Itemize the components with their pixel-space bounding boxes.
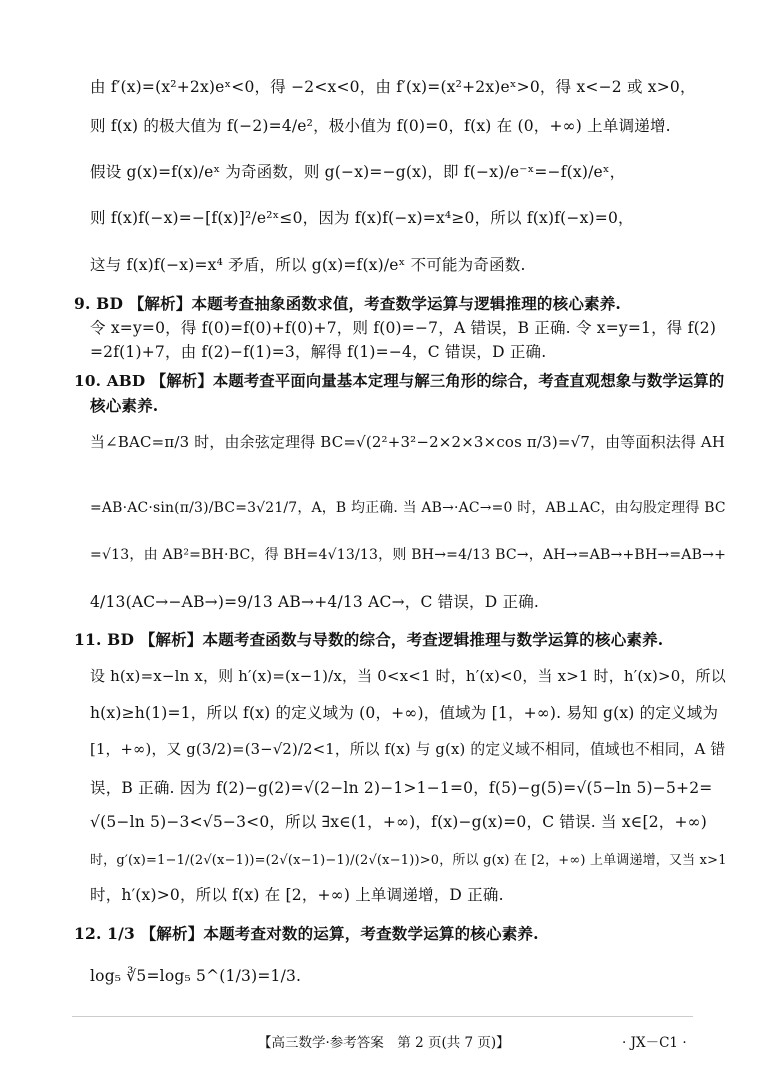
text-line: log₅ ∛5=log₅ 5^(1/3)=1/3. xyxy=(90,967,302,985)
text-line: 这与 f(x)f(−x)=x⁴ 矛盾，所以 g(x)=f(x)/eˣ 不可能为奇函数. xyxy=(90,256,526,274)
text-line: √(5−ln 5)−3<√5−3<0，所以 ∃x∈(1，+∞)，f(x)−g(x)=0，C 错误. 当 x∈[2，+∞) xyxy=(90,813,708,831)
text-line: 则 f(x)f(−x)=−[f(x)]²/e²ˣ≤0，因为 f(x)f(−x)=x⁴≥0，所以 f(x)f(−x)=0， xyxy=(90,209,634,227)
text-line: 时，g′(x)=1−1/(2√(x−1))=(2√(x−1)−1)/(2√(x−1))>0，所以 g(x) 在 [2，+∞) 上单调递增，又当 x>1 xyxy=(90,853,727,868)
text-line: 4/13(AC→−AB→)=9/13 AB→+4/13 AC→，C 错误，D 正确. xyxy=(90,593,540,611)
problem-10-heading: 10. ABD 【解析】本题考查平面向量基本定理与解三角形的综合，考查直观想象与数学运算的 xyxy=(74,372,725,390)
text-line: 则 f(x) 的极大值为 f(−2)=4/e²，极小值为 f(0)=0，f(x) 在 (0，+∞) 上单调递增. xyxy=(90,117,671,135)
text-line: =2f(1)+7，由 f(2)−f(1)=3，解得 f(1)=−4，C 错误，D 正确. xyxy=(90,343,547,361)
footer-code: · JX－C1 · xyxy=(622,1035,687,1051)
problem-12-heading: 12. 1/3 【解析】本题考查对数的运算，考查数学运算的核心素养. xyxy=(74,924,539,943)
text-line: 当∠BAC=π/3 时，由余弦定理得 BC=√(2²+3²−2×2×3×cos π/3)=√7，由等面积法得 AH xyxy=(90,433,726,451)
footer-page-info: 【高三数学·参考答案 第 2 页(共 7 页)】 xyxy=(258,1035,510,1051)
text-line: 设 h(x)=x−ln x，则 h′(x)=(x−1)/x，当 0<x<1 时，h′(x)<0，当 x>1 时，h′(x)>0，所以 xyxy=(90,667,726,685)
problem-9-heading: 9. BD 【解析】本题考查抽象函数求值，考查数学运算与逻辑推理的核心素养. xyxy=(74,294,622,313)
text-line: =AB·AC·sin(π/3)/BC=3√21/7，A，B 均正确. 当 AB→·AC→=0 时，AB⊥AC，由勾股定理得 BC xyxy=(90,500,726,516)
text-line: 假设 g(x)=f(x)/eˣ 为奇函数，则 g(−x)=−g(x)，即 f(−x)/e⁻ˣ=−f(x)/eˣ， xyxy=(90,163,626,181)
text-line: [1，+∞)，又 g(3/2)=(3−√2)/2<1，所以 f(x) 与 g(x) 的定义域不相同，值域也不相同，A 错 xyxy=(90,741,726,758)
text-line: 误，B 正确. 因为 f(2)−g(2)=√(2−ln 2)−1>1−1=0，f(5)−g(5)=√(5−ln 5)−5+2= xyxy=(90,779,713,797)
footer-divider xyxy=(72,1016,693,1017)
text-line: 时，h′(x)>0，所以 f(x) 在 [2，+∞) 上单调递增，D 正确. xyxy=(90,886,504,904)
text-line: 令 x=y=0，得 f(0)=f(0)+f(0)+7，则 f(0)=−7，A 错误，B 正确. 令 x=y=1，得 f(2) xyxy=(90,319,717,337)
text-line: h(x)≥h(1)=1，所以 f(x) 的定义域为 (0，+∞)，值域为 [1，+∞). 易知 g(x) 的定义域为 xyxy=(90,704,719,722)
text-line: =√13，由 AB²=BH·BC，得 BH=4√13/13，则 BH→=4/13 BC→，AH→=AB→+BH→=AB→+ xyxy=(90,547,727,563)
problem-11-heading: 11. BD 【解析】本题考查函数与导数的综合，考查逻辑推理与数学运算的核心素养. xyxy=(74,630,664,649)
problem-10-heading-cont: 核心素养. xyxy=(90,396,159,415)
text-line: 由 f′(x)=(x²+2x)eˣ<0，得 −2<x<0，由 f′(x)=(x²+2x)eˣ>0，得 x<−2 或 x>0， xyxy=(90,78,696,96)
